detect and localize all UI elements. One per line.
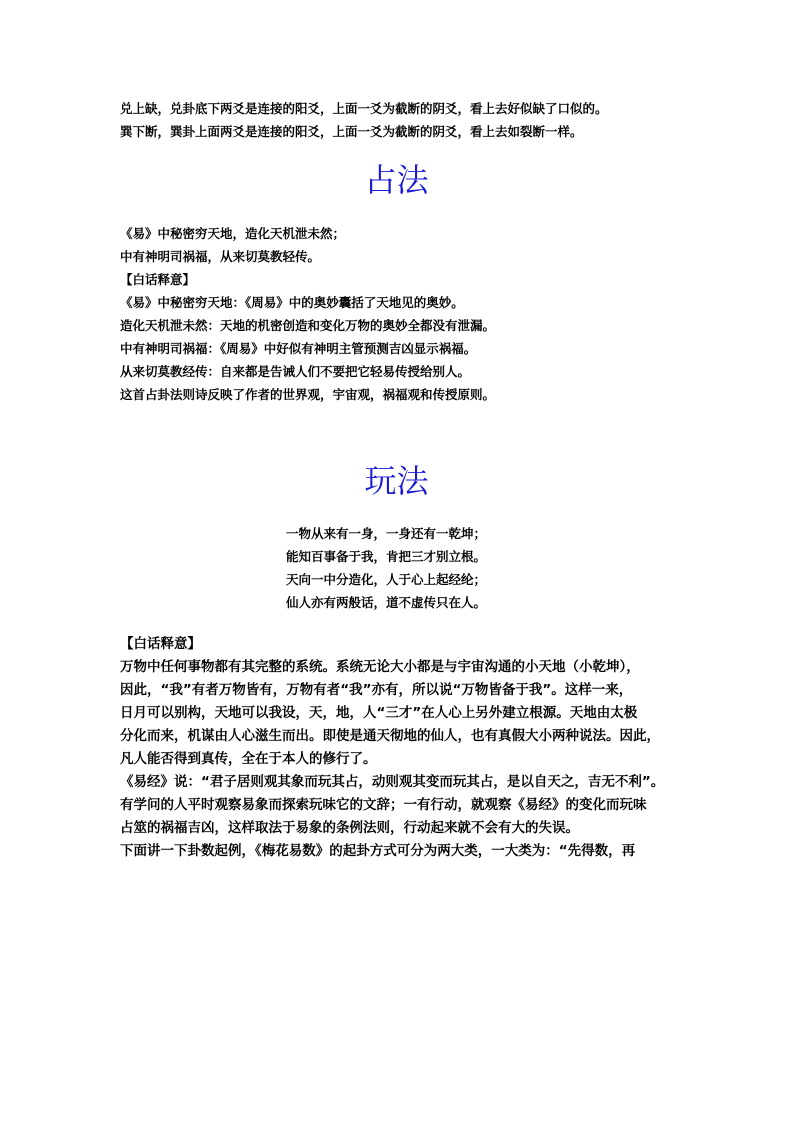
section2-line-5: 分化而来，机谋由人心滋生而出。即使是通天彻地的仙人，也有真假大小两种说法。因此， [120,728,660,744]
section2-line-7: 《易经》说：“君子居则观其象而玩其占，动则观其变而玩其占，是以自天之，吉无不利”。 [120,774,665,790]
top-line-2: 巽下断，巽卦上面两爻是连接的阳爻，上面一爻为截断的阴爻，看上去如裂断一样。 [120,124,583,139]
section1-line-8: 这首占卦法则诗反映了作者的世界观，宇宙观，祸福观和传授原则。 [120,387,496,402]
section2-line-10: 下面讲一下卦数起例，《梅花易数》的起卦方式可分为两大类，一大类为：“先得数，再 [120,843,636,859]
section2-line-1: 【白话释意】 [120,636,201,652]
section2-line-3: 因此，“我”有者万物皆有，万物有者“我”亦有，所以说“万物皆备于我”。这样一来， [120,682,633,698]
section2-line-4: 日月可以别构，天地可以我设，天，地，人“三才”在人心上另外建立根源。天地由太极 [120,705,638,721]
section2-line-6: 凡人能否得到真传，全在于本人的修行了。 [120,751,377,767]
poem-line-1: 一物从来有一身，一身还有一乾坤； [286,526,487,541]
section-title-play: 玩法 [364,462,429,500]
section2-line-2: 万物中任何事物都有其完整的系统。系统无论大小都是与宇宙沟通的小天地（小乾坤）， [120,659,640,675]
section2-line-9: 占筮的祸福吉凶，这样取法于易象的条例法则，行动起来就不会有大的失误。 [120,820,579,836]
poem-line-3: 天向一中分造化，人于心上起经纶； [286,572,487,587]
poem-line-4: 仙人亦有两般话，道不虚传只在人。 [286,595,487,610]
poem-line-2: 能知百事备于我，肯把三才别立根。 [286,549,487,564]
section1-line-4: 《易》中秘密穷天地：《周易》中的奥妙囊括了天地见的奥妙。 [120,295,464,310]
section1-line-6: 中有神明司祸福：《周易》中好似有神明主管预测吉凶显示祸福。 [120,341,477,356]
section1-line-2: 中有神明司祸福，从来切莫教轻传。 [120,249,321,264]
section2-line-8: 有学问的人平时观察易象而探索玩味它的文辞；一有行动，就观察《易经》的变化而玩味 [120,797,647,813]
section1-line-5: 造化天机泄未然：天地的机密创造和变化万物的奥妙全都没有泄漏。 [120,318,496,333]
section1-line-1: 《易》中秘密穷天地，造化天机泄未然； [120,226,346,241]
top-line-1: 兑上缺，兑卦底下两爻是连接的阳爻，上面一爻为截断的阴爻，看上去好似缺了口似的。 [120,101,608,116]
section1-line-7: 从来切莫教经传：自来都是告诫人们不要把它轻易传授给别人。 [120,364,471,379]
section-title-divination: 占法 [364,161,429,199]
section1-line-3: 【白话释意】 [120,272,196,287]
